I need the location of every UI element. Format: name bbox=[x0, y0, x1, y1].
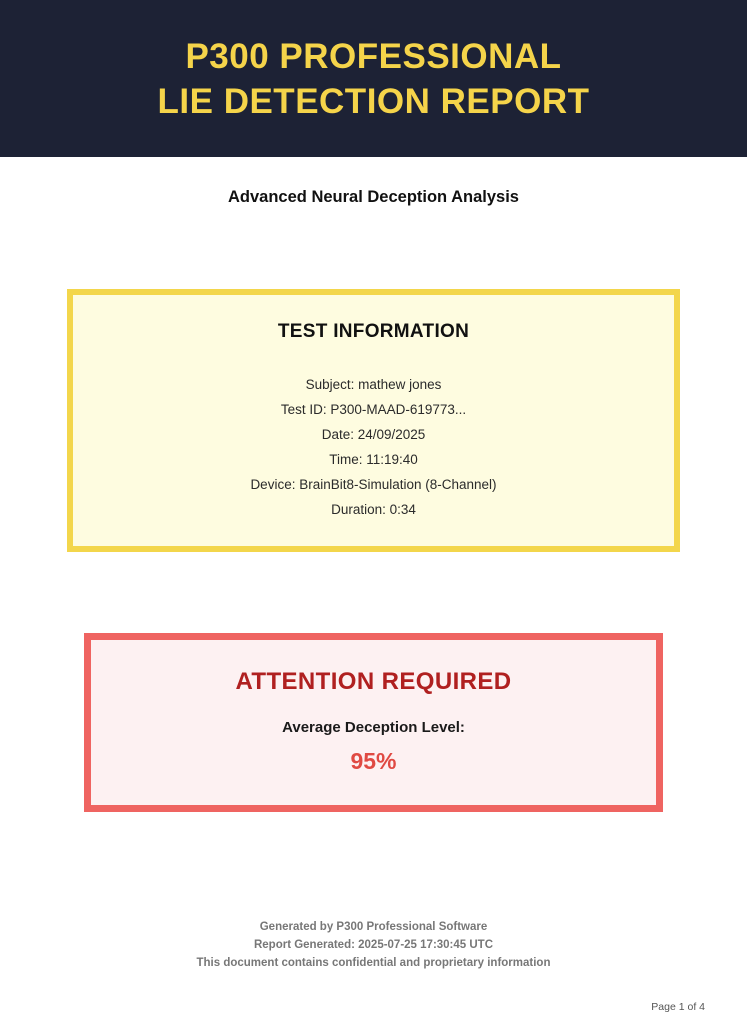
footer-report-generated: Report Generated: 2025-07-25 17:30:45 UTC bbox=[253, 939, 494, 951]
page-number: Page 1 of 4 bbox=[651, 1001, 705, 1013]
test-information-title: TEST INFORMATION bbox=[277, 321, 470, 342]
test-info-time: Time: 11:19:40 bbox=[329, 452, 418, 467]
footer-confidentiality-notice: This document contains confidential and proprietary information bbox=[196, 957, 551, 969]
attention-required-card bbox=[84, 633, 663, 812]
report-title-line-2: LIE DETECTION REPORT bbox=[157, 81, 590, 121]
footer-generated-by: Generated by P300 Professional Software bbox=[259, 921, 488, 933]
average-deception-level-label: Average Deception Level: bbox=[282, 719, 465, 736]
test-info-test-id: Test ID: P300-MAAD-619773... bbox=[280, 402, 467, 417]
report-header-banner bbox=[0, 0, 747, 157]
test-info-subject: Subject: mathew jones bbox=[305, 377, 442, 392]
test-info-device: Device: BrainBit8-Simulation (8-Channel) bbox=[250, 477, 497, 492]
test-info-duration: Duration: 0:34 bbox=[331, 502, 416, 517]
test-info-date: Date: 24/09/2025 bbox=[321, 427, 426, 442]
report-footer bbox=[0, 918, 747, 972]
report-title-line-1: P300 PROFESSIONAL bbox=[185, 36, 562, 76]
report-subtitle: Advanced Neural Deception Analysis bbox=[228, 188, 519, 206]
average-deception-level-value: 95% bbox=[350, 748, 397, 774]
test-information-card bbox=[67, 289, 680, 552]
attention-required-title: ATTENTION REQUIRED bbox=[235, 668, 512, 695]
